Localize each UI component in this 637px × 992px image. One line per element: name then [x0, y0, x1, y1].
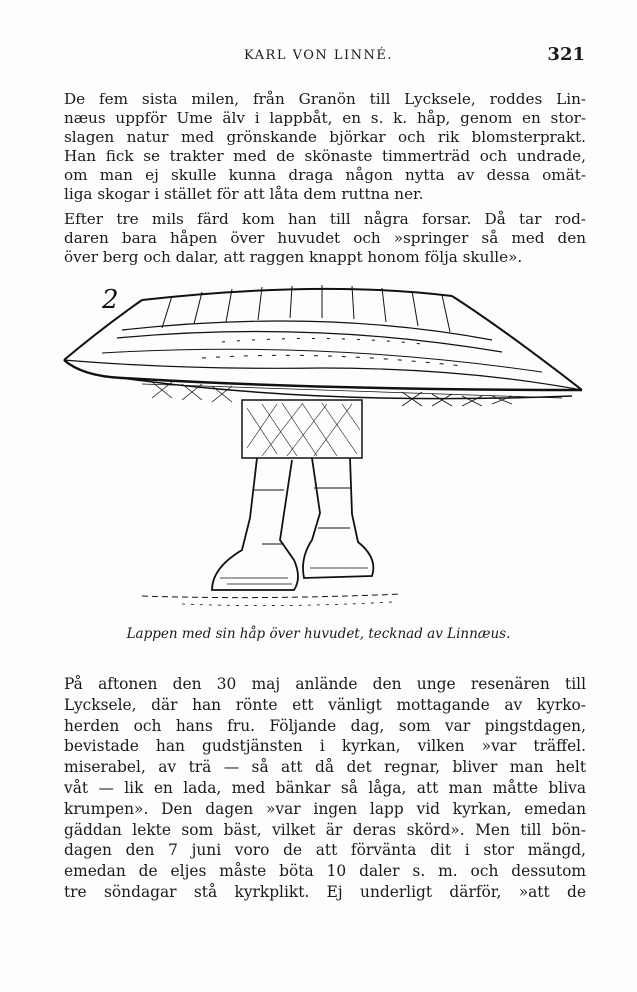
text-line: våt — lik en lada, med bänkar så låga, att man måtte bliva: [64, 778, 586, 797]
text-line: tre söndagar stå kyrkplikt. Ej underligt därför, »att de: [64, 882, 586, 901]
text-line: daren bara håpen över huvudet och »springer så med den: [64, 229, 586, 247]
running-title: KARL VON LINNÉ.: [243, 48, 394, 63]
text-line: över berg och dalar, att raggen knappt honom följa skulle».: [64, 248, 523, 266]
page-header: [0, 44, 637, 70]
text-line: slagen natur med grönskande björkar och rik blomsterprakt.: [64, 128, 586, 146]
paragraph-2: [64, 210, 586, 267]
illustration-lapp-carrying-boat: [62, 278, 590, 618]
text-line: dagen den 7 juni voro de att förvänta dit i stor mängd,: [64, 841, 586, 860]
figure-label: 2: [102, 285, 119, 315]
text-line: Lycksele, där han rönte ett vänligt mottagande av kyrko-: [64, 695, 586, 714]
text-line: om man ej skulle kunna draga någon nytta av dessa omät-: [64, 166, 586, 184]
figure-caption: Lappen med sin håp över huvudet, tecknad av Linnæus.: [126, 626, 511, 642]
text-line: Efter tre mils färd kom han till några forsar. Då tar rod-: [64, 210, 586, 228]
text-line: miserabel, av trä — så att då det regnar, bliver man helt: [64, 758, 586, 777]
text-line: Han fick se trakter med de skönaste timmerträd och undrade,: [64, 147, 586, 165]
paragraph-1: [64, 90, 586, 204]
text-line: næus uppför Ume älv i lappbåt, en s. k. håp, genom en stor-: [64, 109, 586, 127]
text-line: liga skogar i stället för att låta dem ruttna ner.: [64, 185, 424, 203]
paragraph-3: [64, 674, 586, 903]
text-line: De fem sista milen, från Granön till Lycksele, roddes Lin-: [64, 90, 586, 108]
text-line: emedan de eljes måste böta 10 daler s. m. och dessutom: [64, 862, 586, 881]
text-line: herden och hans fru. Följande dag, som var pingstdagen,: [64, 716, 586, 735]
text-line: bevistade han gudstjänsten i kyrkan, vilken »var träffel.: [64, 737, 586, 756]
boat-carrier-drawing: [62, 278, 590, 618]
text-line: krumpen». Den dagen »var ingen lapp vid kyrkan, emedan: [64, 799, 586, 818]
text-line: På aftonen den 30 maj anlände den unge resenären till: [64, 675, 586, 693]
text-line: gäddan lekte som bäst, vilket är deras skörd». Men till bön-: [64, 820, 586, 839]
page-number: 321: [547, 44, 585, 65]
